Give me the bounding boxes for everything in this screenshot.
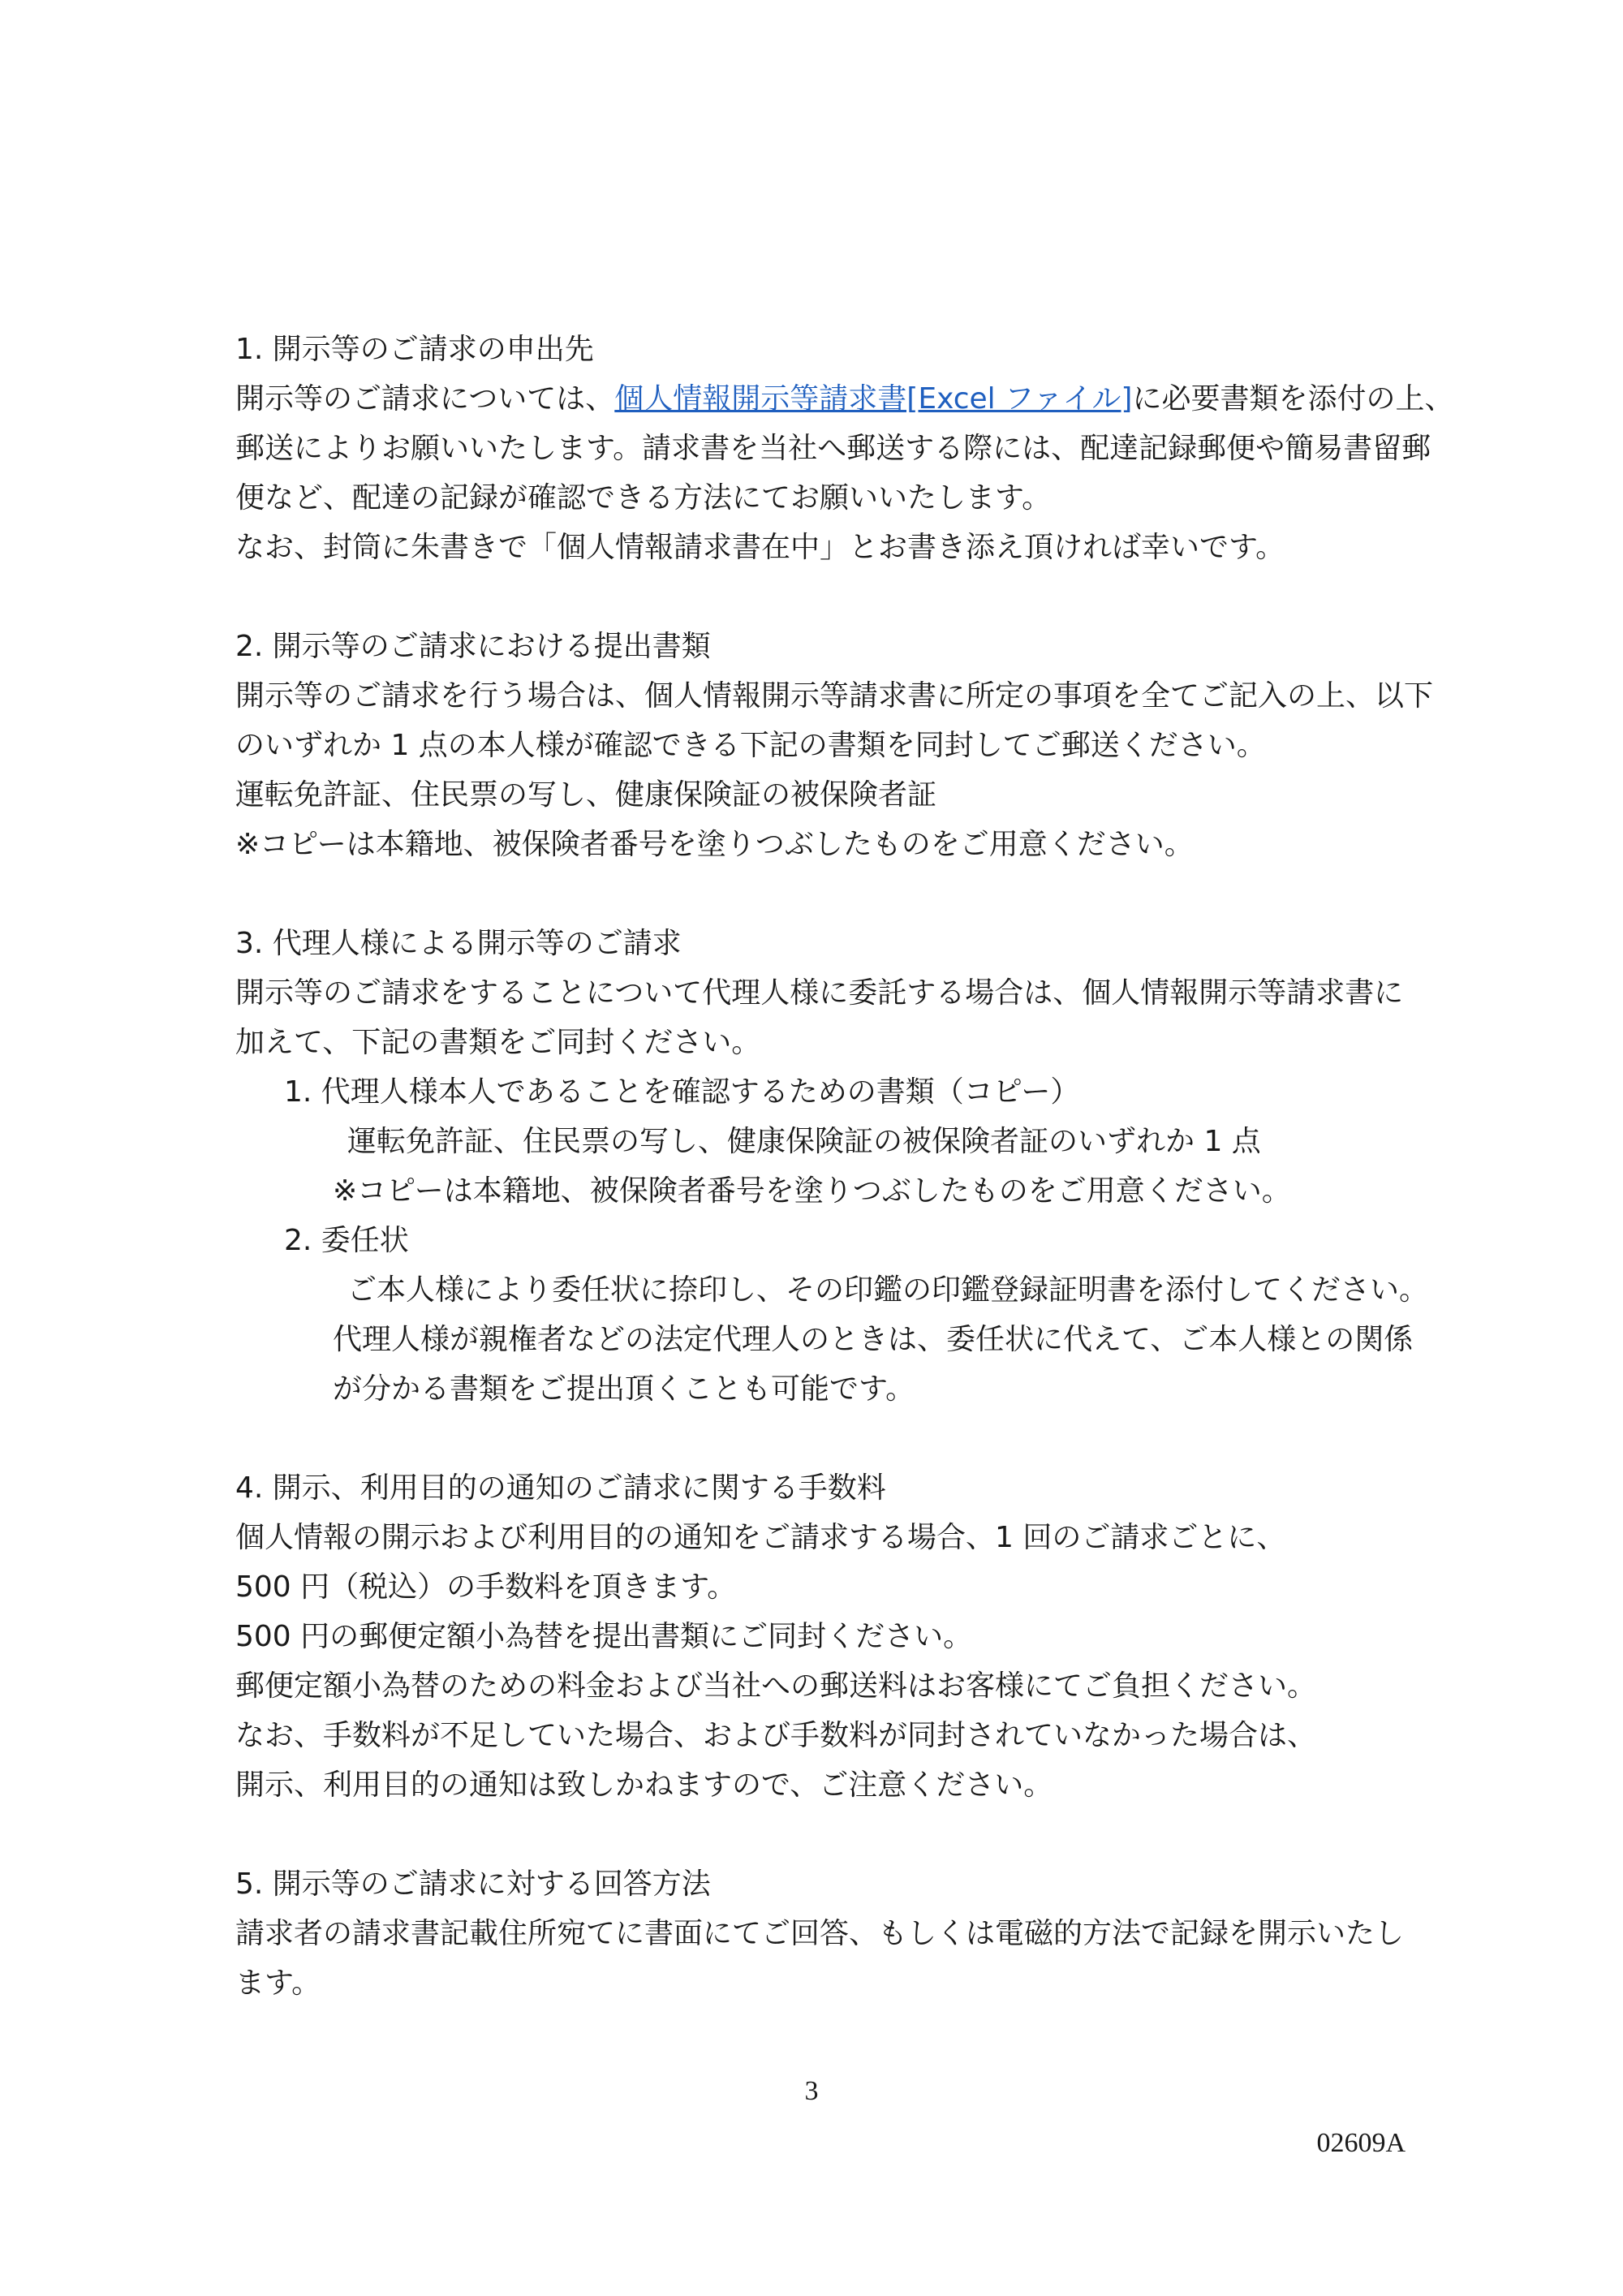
paragraph-line: なお、封筒に朱書きで「個人情報請求書在中」とお書き添え頂ければ幸いです。 — [235, 531, 1285, 564]
paragraph-line: のいずれか 1 点の本人様が確認できる下記の書類を同封してご郵送ください。 — [235, 729, 1266, 762]
section-fees — [235, 1463, 1412, 1810]
section-heading: 3. 代理人様による開示等のご請求 — [235, 927, 682, 960]
section-application-address — [235, 325, 1454, 572]
list-item-line: ご本人様により委任状に捺印し、その印鑑の印鑑登録証明書を添付してください。 — [347, 1273, 1429, 1307]
list-item-line: 運転免許証、住民票の写し、健康保険証の被保険者証のいずれか 1 点 — [347, 1125, 1261, 1158]
paragraph-line: 開示等のご請求を行う場合は、個人情報開示等請求書に所定の事項を全てご記入の上、以下 — [235, 679, 1434, 713]
section-heading: 4. 開示、利用目的の通知のご請求に関する手数料 — [235, 1471, 886, 1505]
document-code: 02609A — [1316, 2128, 1406, 2158]
paragraph-line: 郵便定額小為替のための料金および当社への郵送料はお客様にてご負担ください。 — [235, 1669, 1317, 1703]
section-required-documents — [235, 622, 1434, 869]
document-body — [235, 325, 1454, 2057]
paragraph-line: 請求者の請求書記載住所宛てに書面にてご回答、もしくは電磁的方法で記録を開示いたし — [235, 1917, 1405, 1950]
list-item-line: ※コピーは本籍地、被保険者番号を塗りつぶしたものをご用意ください。 — [333, 1174, 1291, 1208]
section-heading: 1. 開示等のご請求の申出先 — [235, 333, 594, 366]
paragraph-line: ます。 — [235, 1966, 321, 2000]
list-item-title: 1. 代理人様本人であることを確認するための書類（コピー） — [284, 1075, 1080, 1109]
section-heading: 5. 開示等のご請求に対する回答方法 — [235, 1867, 711, 1901]
paragraph-line: なお、手数料が不足していた場合、および手数料が同封されていなかった場合は、 — [235, 1719, 1317, 1752]
paragraph-line — [235, 374, 1454, 424]
list-item-line: が分かる書類をご提出頂くことも可能です。 — [333, 1372, 915, 1406]
paragraph-line: 500 円の郵便定額小為替を提出書類にご同封ください。 — [235, 1620, 973, 1653]
paragraph-line: 開示等のご請求をすることについて代理人様に委託する場合は、個人情報開示等請求書に — [235, 976, 1404, 1010]
paragraph-line: 開示、利用目的の通知は致しかねますので、ご注意ください。 — [235, 1768, 1053, 1802]
section-heading: 2. 開示等のご請求における提出書類 — [235, 630, 711, 663]
paragraph-line: 500 円（税込）の手数料を頂きます。 — [235, 1570, 737, 1604]
list-item-line: 代理人様が親権者などの法定代理人のときは、委任状に代えて、ご本人様との関係 — [333, 1323, 1414, 1356]
list-item-title: 2. 委任状 — [284, 1224, 409, 1257]
paragraph-line: 郵送によりお願いいたします。請求書を当社へ郵送する際には、配達記録郵便や簡易書留郵 — [235, 432, 1431, 465]
request-form-excel-link[interactable]: 個人情報開示等請求書[Excel ファイル] — [614, 382, 1133, 416]
text-span: 開示等のご請求については、 — [235, 382, 615, 416]
paragraph-line: 加えて、下記の書類をご同封ください。 — [235, 1026, 761, 1059]
page-number: 3 — [804, 2076, 819, 2106]
section-agent-request — [235, 919, 1429, 1414]
paragraph-line: 個人情報の開示および利用目的の通知をご請求する場合、1 回のご請求ごとに、 — [235, 1521, 1286, 1554]
paragraph-line: ※コピーは本籍地、被保険者番号を塗りつぶしたものをご用意ください。 — [235, 828, 1194, 861]
paragraph-line: 便など、配達の記録が確認できる方法にてお願いいたします。 — [235, 481, 1052, 515]
paragraph-line: 運転免許証、住民票の写し、健康保険証の被保険者証 — [235, 778, 937, 812]
text-span: に必要書類を添付の上、 — [1132, 382, 1454, 416]
section-response-method — [235, 1859, 1412, 2008]
